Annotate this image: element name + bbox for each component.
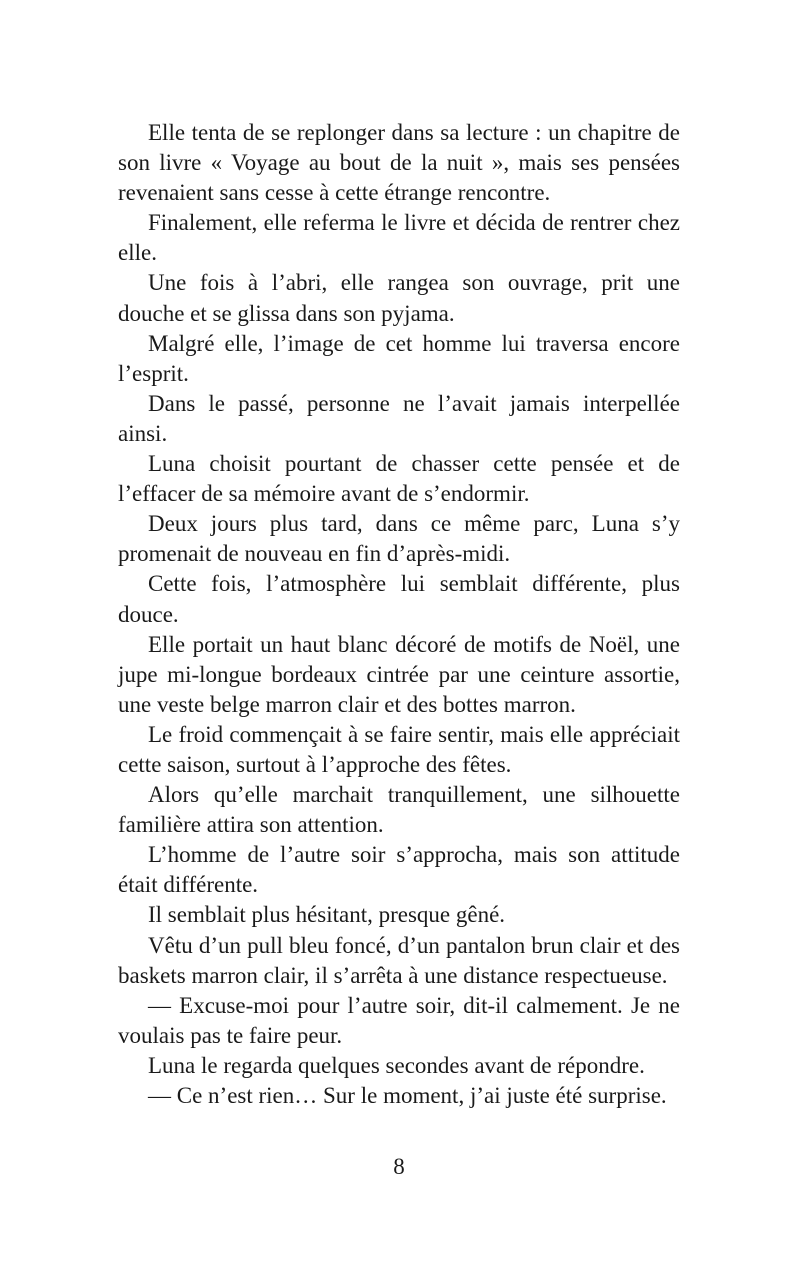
paragraph: Luna le regarda quelques secondes avant de répondre.	[148, 1052, 645, 1078]
page-number: 8	[393, 1154, 405, 1179]
paragraph: Une fois à l’abri, elle rangea son ouvrage, prit une douche et se glissa dans son pyjama.	[118, 270, 680, 326]
paragraph: Il semblait plus hésitant, presque gêné.	[148, 902, 506, 928]
paragraph: Le froid commençait à se faire sentir, mais elle appréciait cette saison, surtout à l’approche des fêtes.	[118, 721, 680, 777]
paragraph: Elle tenta de se replonger dans sa lecture : un chapitre de son livre « Voyage au bout de la nuit », mais ses pensées revenaient sans cesse à cette étrange rencontre.	[118, 120, 680, 206]
paragraph: Elle portait un haut blanc décoré de motifs de Noël, une jupe mi-longue bordeaux cintrée par une ceinture assortie, une veste belge marron clair et des bottes marron.	[118, 631, 680, 717]
body-text	[118, 118, 680, 1111]
paragraph: Cette fois, l’atmosphère lui semblait différente, plus douce.	[118, 571, 680, 627]
paragraph: Luna choisit pourtant de chasser cette pensée et de l’effacer de sa mémoire avant de s’endormir.	[118, 451, 680, 507]
paragraph: — Excuse-moi pour l’autre soir, dit-il calmement. Je ne voulais pas te faire peur.	[118, 992, 680, 1048]
paragraph: — Ce n’est rien… Sur le moment, j’ai juste été surprise.	[148, 1083, 667, 1108]
paragraph: Deux jours plus tard, dans ce même parc, Luna s’y promenait de nouveau en fin d’après-midi.	[118, 511, 680, 567]
paragraph: Finalement, elle referma le livre et décida de rentrer chez elle.	[118, 210, 680, 266]
paragraph: L’homme de l’autre soir s’approcha, mais son attitude était différente.	[118, 842, 680, 898]
paragraph: Alors qu’elle marchait tranquillement, une silhouette familière attira son attention.	[118, 782, 680, 838]
paragraph: Malgré elle, l’image de cet homme lui traversa encore l’esprit.	[118, 330, 680, 386]
paragraph: Vêtu d’un pull bleu foncé, d’un pantalon brun clair et des baskets marron clair, il s’arrêta à une distance respectueuse.	[118, 932, 680, 988]
paragraph: Dans le passé, personne ne l’avait jamais interpellée ainsi.	[118, 390, 680, 446]
